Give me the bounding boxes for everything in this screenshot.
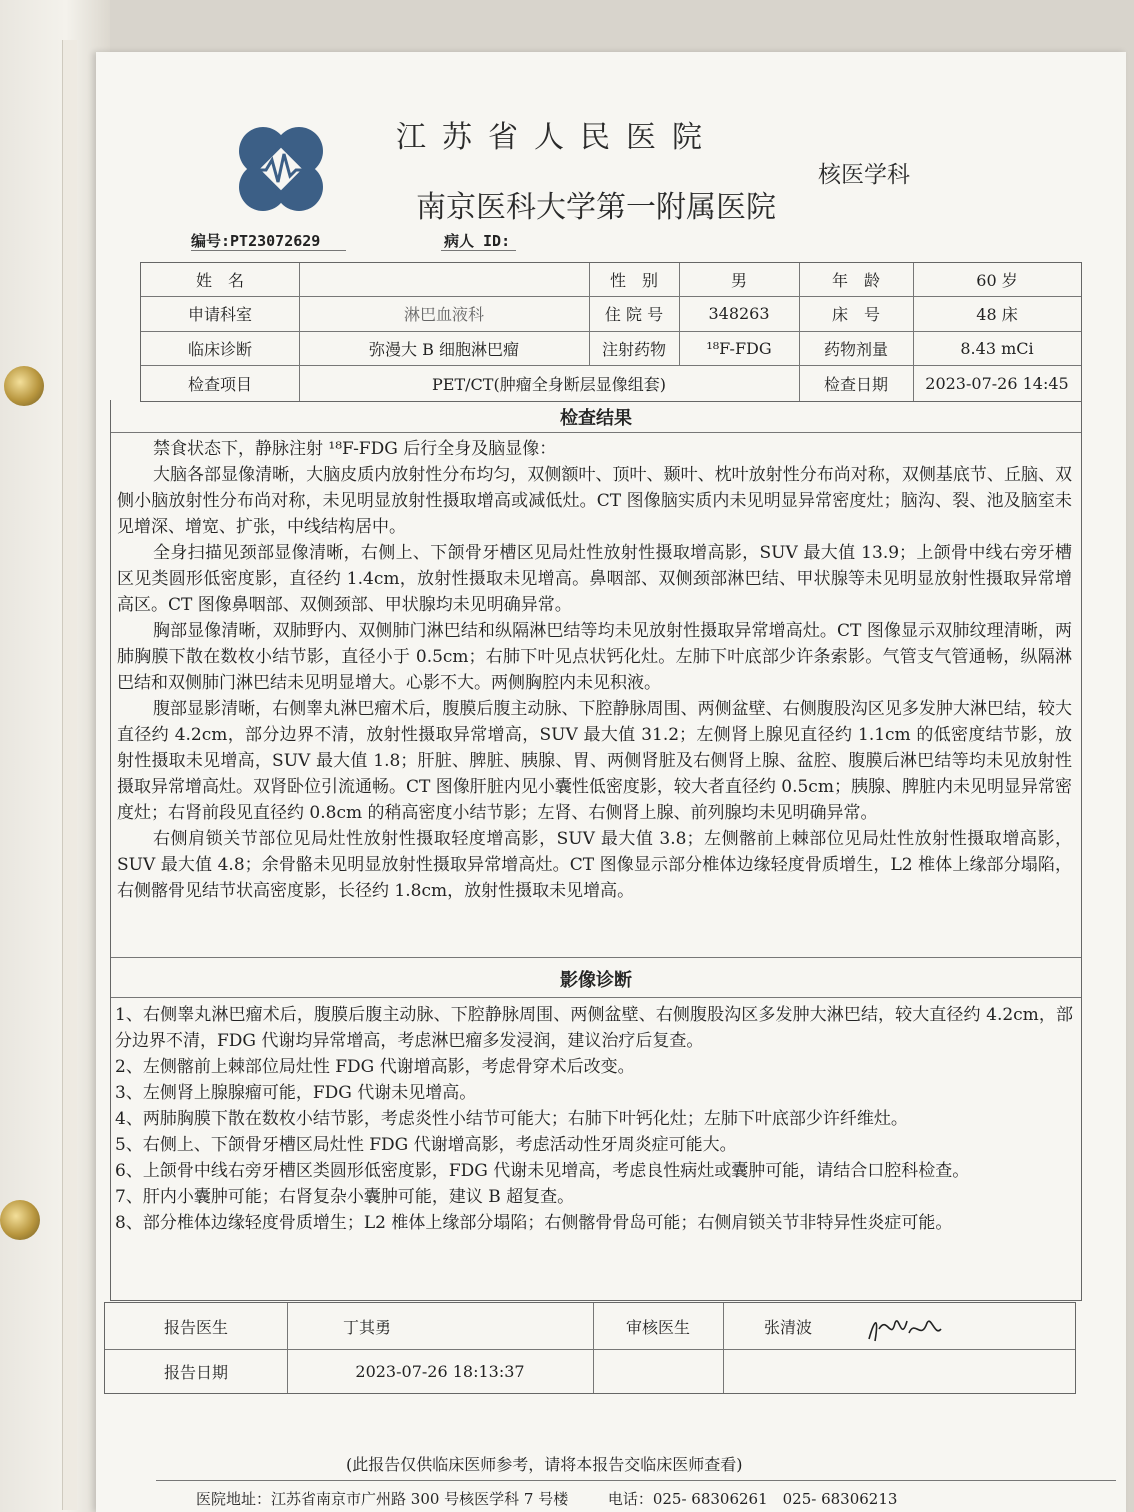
findings-paragraph: 右侧肩锁关节部位见局灶性放射性摄取轻度增高影，SUV 最大值 3.8；左侧髂前上棘部位见局灶性放射性摄取增高影，SUV 最大值 4.8；余骨骼未见明显放射性摄取异常增高灶。CT 图像显示部分椎体边缘轻度骨质增生，L2 椎体上缘部分塌陷，右侧髂骨见结节状高密度影，长径约 1.8cm，放射性摄取未见增高。 [117, 829, 1072, 901]
dose-label: 药物剂量 [823, 339, 888, 359]
hospital-name-secondary: 南京医科大学第一附属医院 [416, 190, 776, 225]
gender-value: 男 [730, 271, 747, 290]
findings-paragraph: 大脑各部显像清晰，大脑皮质内放射性分布均匀，双侧额叶、顶叶、颞叶、枕叶放射性分布尚对称，双侧基底节、丘脑、双侧小脑放射性分布尚对称，未见明显放射性摄取增高或减低灶。CT 图像脑实质内未见明显异常密度灶；脑沟、裂、池及脑室未见增深、增宽、扩张，中线结构居中。 [117, 465, 1072, 537]
name-label: 姓 名 [195, 271, 244, 290]
age-label: 年 龄 [831, 271, 880, 290]
reporter-label: 报告医生 [163, 1317, 228, 1337]
dept-label: 申请科室 [187, 305, 252, 324]
patient-info-table [140, 262, 1082, 402]
report-sheet [96, 52, 1126, 1512]
binder-edge [62, 40, 77, 1510]
dept-value: 淋巴血液科 [403, 305, 484, 324]
underline [191, 250, 346, 251]
dose-value: 8.43 mCi [960, 338, 1034, 358]
binder-cover [0, 0, 110, 1512]
table-rule [111, 432, 1081, 433]
inpatient-label: 住 院 号 [604, 305, 664, 324]
findings-paragraph: 胸部显像清晰，双肺野内、双侧肺门淋巴结和纵隔淋巴结等均未见放射性摄取异常增高灶。CT 图像显示双肺纹理清晰，两肺胸膜下散在数枚小结节影，直径小于 0.5cm；右肺下叶见点状钙化灶。左肺下叶底部少许条索影。气管支气管通畅，纵隔淋巴结和双侧肺门淋巴结未见明显增大。心影不大。两侧胸腔内未见积液。 [117, 621, 1073, 693]
bed-value: 48 床 [976, 305, 1018, 324]
hospital-name-primary: 江苏省人民医院 [396, 120, 718, 155]
findings-paragraph: 腹部显影清晰，右侧睾丸淋巴瘤术后，腹膜后腹主动脉、下腔静脉周围、两侧盆壁、右侧腹股沟区见多发肿大淋巴结，较大直径约 4.2cm，部分边界不清，放射性摄取异常增高，SUV 最大值 31.2；左侧肾上腺见直径约 1.1cm 的低密度结节影，放射性摄取未见增高，SUV 最大值 1.8；肝脏、脾脏、胰腺、胃、两侧肾脏及右侧肾上腺、盆腔、腹膜后淋巴结等均未见放射性摄取异常增高灶。双肾卧位引流通畅。CT 图像肝脏内见小囊性低密度影，较大者直径约 0.5cm；胰腺、脾脏内未见明显异常密度灶；右肾前段见直径约 0.8cm 的稍高密度小结节影；左肾、右侧肾上腺、前列腺均未见明确异常。 [117, 699, 1072, 823]
report-number-value: PT23072629 [230, 232, 321, 250]
hospital-phone: 电话：025- 68306261 025- 68306213 [607, 1490, 898, 1508]
diagnosis-title: 影像诊断 [560, 970, 632, 991]
table-rule [111, 957, 1081, 958]
footer-note: (此报告仅供临床医师参考，请将本报告交临床医师查看) [346, 1455, 743, 1474]
diagnosis-item: 1、右侧睾丸淋巴瘤术后，腹膜后腹主动脉、下腔静脉周围、两侧盆壁、右侧腹股沟区多发肿大淋巴结，较大直径约 4.2cm，部分边界不清，FDG 代谢均异常增高，考虑淋巴瘤多发浸润，建议治疗后复查。 [115, 1005, 1073, 1051]
findings-text [117, 436, 1072, 904]
age-value: 60 岁 [976, 271, 1018, 290]
handwritten-signature [865, 1311, 945, 1347]
diagnosis-item: 3、左侧肾上腺腺瘤可能，FDG 代谢未见增高。 [115, 1083, 477, 1103]
inpatient-value: 348263 [708, 304, 770, 323]
diagnosis-item: 7、肝内小囊肿可能；右肾复杂小囊肿可能，建议 B 超复查。 [115, 1187, 575, 1207]
reporter-value: 丁其勇 [342, 1317, 391, 1337]
signature-table [104, 1302, 1076, 1394]
findings-paragraph: 全身扫描见颈部显像清晰，右侧上、下颌骨牙槽区见局灶性放射性摄取增高影，SUV 最大值 13.9；上颌骨中线右旁牙槽区见类圆形低密度影，直径约 1.4cm，放射性摄取未见增高。鼻咽部、双侧颈部淋巴结、甲状腺等未见明显放射性摄取异常增高区。CT 图像鼻咽部、双侧颈部、甲状腺均未见明确异常。 [117, 543, 1072, 615]
diagnosis-item: 5、右侧上、下颌骨牙槽区局灶性 FDG 代谢增高影，考虑活动性牙周炎症可能大。 [115, 1135, 737, 1155]
name-value [299, 263, 589, 296]
drug-label: 注射药物 [601, 339, 666, 359]
hospital-address: 医院地址：江苏省南京市广州路 300 号核医学科 7 号楼 [196, 1490, 569, 1508]
binder-ring [0, 1200, 40, 1240]
diagnosis-label: 临床诊断 [187, 339, 252, 359]
report-body-frame [110, 400, 1082, 1301]
reviewer-label: 审核医生 [625, 1317, 690, 1337]
findings-title: 检查结果 [560, 408, 632, 429]
underline [441, 250, 516, 251]
hospital-logo-icon [236, 124, 326, 214]
report-date-label: 报告日期 [163, 1362, 228, 1382]
reviewer-value: 张清波 [763, 1317, 812, 1337]
diagnosis-item: 8、部分椎体边缘轻度骨质增生；L2 椎体上缘部分塌陷；右侧髂骨骨岛可能；右侧肩锁关节非特异性炎症可能。 [115, 1213, 953, 1233]
report-number [191, 230, 320, 251]
footer-address [196, 1488, 897, 1509]
exam-date-value: 2023-07-26 14:45 [925, 373, 1069, 393]
exam-date-label: 检查日期 [823, 374, 888, 394]
exam-label: 检查项目 [187, 374, 252, 394]
findings-paragraph: 禁食状态下，静脉注射 ¹⁸F-FDG 后行全身及脑显像： [153, 439, 557, 459]
diagnosis-item: 2、左侧髂前上棘部位局灶性 FDG 代谢增高影，考虑骨穿术后改变。 [115, 1057, 635, 1077]
drug-value: ¹⁸F-FDG [706, 338, 772, 358]
patient-id-label: 病人 ID: [444, 232, 511, 250]
table-rule [111, 997, 1081, 998]
binder-ring [4, 366, 44, 406]
department-name: 核医学科 [818, 162, 910, 188]
diagnosis-value: 弥漫大 B 细胞淋巴瘤 [369, 339, 519, 359]
gender-label: 性 别 [609, 271, 658, 290]
diagnosis-item: 4、两肺胸膜下散在数枚小结节影，考虑炎性小结节可能大；右肺下叶钙化灶；左肺下叶底部少许纤维灶。 [115, 1109, 908, 1129]
report-number-label: 编号: [191, 232, 231, 250]
bed-label: 床 号 [831, 305, 880, 324]
report-date-value: 2023-07-26 18:13:37 [355, 1361, 525, 1381]
footer-rule [156, 1480, 1116, 1481]
diagnosis-list [115, 1002, 1073, 1236]
diagnosis-item: 6、上颌骨中线右旁牙槽区类圆形低密度影，FDG 代谢未见增高，考虑良性病灶或囊肿可能，请结合口腔科检查。 [115, 1161, 970, 1181]
exam-value: PET/CT(肿瘤全身断层显像组套) [432, 374, 666, 394]
